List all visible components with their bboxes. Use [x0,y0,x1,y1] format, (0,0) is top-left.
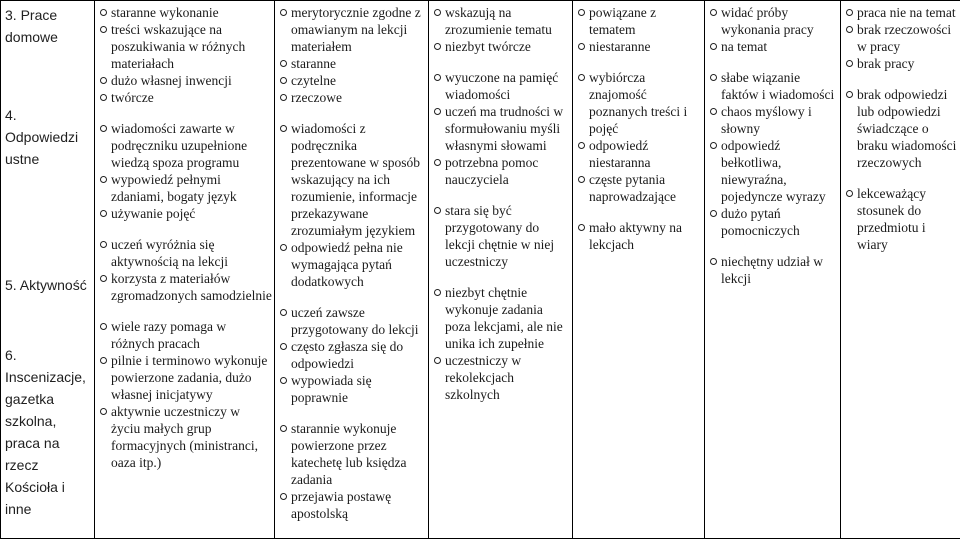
criteria-group [845,4,958,72]
criterion-text: lekceważący stosunek do przedmiotu i wiary [857,186,926,252]
criterion-text: na temat [721,39,767,54]
criterion-text: przejawia postawę apostolską [291,489,391,521]
bullet-icon [710,108,717,115]
bullet-icon [280,77,287,84]
criterion-text: uczeń zawsze przygotowany do lekcji [291,305,418,337]
criteria-group [709,253,838,287]
list-item [279,338,426,372]
list-item [709,38,838,55]
bullet-icon [100,77,107,84]
list-item [577,69,702,137]
criterion-text: staranne wykonanie [111,5,219,20]
category-label: 3. Prace domowe [5,4,92,48]
bullet-icon [100,94,107,101]
criterion-text: chaos myślowy i słowny [721,104,812,136]
bullet-icon [846,9,853,16]
list-item [279,120,426,239]
list-item [709,103,838,137]
list-item [433,352,570,403]
list-item [433,38,570,55]
criteria-group [433,4,570,55]
bullet-icon [280,377,287,384]
list-item [279,488,426,522]
criteria-column [573,1,705,539]
criterion-text: brak pracy [857,56,914,71]
criterion-text: praca nie na temat [857,5,956,20]
bullet-icon [100,275,107,282]
criterion-text: odpowiedź bełkotliwa, niewyraźna, pojedyncze wyrazy [721,138,826,204]
bullet-icon [100,357,107,364]
table-row [1,1,960,539]
criterion-text: odpowiedź niestaranna [589,138,650,170]
list-item [99,120,272,171]
bullet-icon [434,74,441,81]
criterion-text: słabe wiązanie faktów i wiadomości [721,70,834,102]
bullet-icon [434,357,441,364]
criteria-group [99,120,272,222]
bullet-icon [100,26,107,33]
criterion-text: często zgłasza się do odpowiedzi [291,339,403,371]
list-item [99,318,272,352]
criteria-group [577,4,702,55]
criterion-text: brak rzeczowości w pracy [857,22,951,54]
bullet-icon [710,9,717,16]
bullet-icon [434,9,441,16]
criterion-text: uczestniczy w rekolekcjach szkolnych [445,353,521,402]
bullet-icon [100,125,107,132]
bullet-icon [846,190,853,197]
list-item [99,352,272,403]
criterion-text: starannie wykonuje powierzone przez katechetę lub księdza zadania [291,421,406,487]
criterion-text: wskazują na zrozumienie tematu [445,5,552,37]
criteria-group [577,69,702,205]
bullet-icon [280,9,287,16]
list-item [279,55,426,72]
criteria-group [279,4,426,106]
criteria-group [99,4,272,106]
bullet-icon [846,60,853,67]
criteria-column [429,1,573,539]
criteria-group [433,202,570,270]
bullet-icon [434,43,441,50]
criterion-text: wybiórcza znajomość poznanych treści i pojęć [589,70,687,136]
criterion-text: wiadomości z podręcznika prezentowane w sposób wskazujący na ich rozumienie, informacje przekazywane zrozumiałym językiem [291,121,420,238]
criterion-text: aktywnie uczestniczy w życiu małych grup formacyjnych (ministranci, oaza itp.) [111,404,258,470]
criterion-text: niestaranne [589,39,650,54]
criterion-text: dużo pytań pomocniczych [721,206,800,238]
list-item [709,205,838,239]
list-item [279,89,426,106]
list-item [433,284,570,352]
list-item [433,103,570,154]
bullet-icon [280,94,287,101]
criteria-group [279,420,426,522]
criteria-group [577,219,702,253]
bullet-icon [100,176,107,183]
bullet-icon [434,159,441,166]
category-label: 5. Aktywność [5,274,92,296]
bullet-icon [434,108,441,115]
category-label: 6. Inscenizacje, gazetka szkolna, praca na rzecz Kościoła i inne [5,344,92,520]
list-item [845,21,958,55]
criterion-text: widać próby wykonania pracy [721,5,814,37]
bullet-icon [710,142,717,149]
criterion-text: rzeczowe [291,90,342,105]
list-item [279,4,426,55]
category-label: 4. Odpowiedzi ustne [5,104,92,170]
criterion-text: potrzebna pomoc nauczyciela [445,155,538,187]
criterion-text: czytelne [291,73,336,88]
criteria-column [95,1,275,539]
list-item [99,270,272,304]
criterion-text: korzysta z materiałów zgromadzonych samodzielnie [111,271,272,303]
list-item [279,72,426,89]
bullet-icon [578,74,585,81]
bullet-icon [434,207,441,214]
criteria-column [275,1,429,539]
list-item [709,69,838,103]
list-item [709,253,838,287]
list-item [845,185,958,253]
bullet-icon [280,343,287,350]
criterion-text: dużo własnej inwencji [111,73,232,88]
criterion-text: brak odpowiedzi lub odpowiedzi świadczące o braku wiadomości rzeczowych [857,87,956,170]
bullet-icon [710,210,717,217]
criterion-text: pilnie i terminowo wykonuje powierzone zadania, dużo własnej inicjatywy [111,353,267,402]
bullet-icon [280,309,287,316]
list-item [845,55,958,72]
bullet-icon [578,224,585,231]
list-item [99,21,272,72]
bullet-icon [578,142,585,149]
criterion-text: merytorycznie zgodne z omawianym na lekcji materiałem [291,5,421,54]
bullet-icon [710,258,717,265]
list-item [577,4,702,38]
list-item [279,420,426,488]
criterion-text: niezbyt chętnie wykonuje zadania poza lekcjami, ale nie unika ich zupełnie [445,285,563,351]
list-item [433,154,570,188]
list-item [99,89,272,106]
list-item [279,239,426,290]
criteria-column [841,1,960,539]
criterion-text: wiadomości zawarte w podręczniku uzupełnione wiedzą spoza programu [111,121,247,170]
criteria-group [279,120,426,290]
list-item [99,4,272,21]
list-item [99,171,272,205]
bullet-icon [710,74,717,81]
criterion-text: częste pytania naprowadzające [589,172,676,204]
list-item [577,171,702,205]
list-item [845,86,958,171]
bullet-icon [578,43,585,50]
list-item [577,219,702,253]
list-item [99,72,272,89]
list-item [709,137,838,205]
criterion-text: staranne [291,56,336,71]
criterion-text: odpowiedź pełna nie wymagająca pytań dodatkowych [291,240,403,289]
bullet-icon [100,9,107,16]
bullet-icon [280,125,287,132]
criteria-group [709,69,838,239]
bullet-icon [846,26,853,33]
list-item [709,4,838,38]
criterion-text: powiązane z tematem [589,5,656,37]
list-item [577,38,702,55]
list-item [99,403,272,471]
bullet-icon [280,425,287,432]
criteria-group [845,86,958,171]
criteria-group [433,69,570,188]
criterion-text: wypowiada się poprawnie [291,373,372,405]
criteria-group [709,4,838,55]
criterion-text: stara się być przygotowany do lekcji chętnie w niej uczestniczy [445,203,554,269]
criterion-text: niezbyt twórcze [445,39,531,54]
bullet-icon [578,9,585,16]
bullet-icon [100,210,107,217]
criterion-text: wyuczone na pamięć wiadomości [445,70,558,102]
bullet-icon [100,241,107,248]
criterion-text: wypowiedź pełnymi zdaniami, bogaty język [111,172,237,204]
bullet-icon [280,244,287,251]
criteria-column [705,1,841,539]
criterion-text: wiele razy pomaga w różnych pracach [111,319,226,351]
criterion-text: uczeń ma trudności w sformułowaniu myśli własnymi słowami [445,104,563,153]
list-item [99,236,272,270]
criteria-group [279,304,426,406]
criteria-group [845,185,958,253]
list-item [845,4,958,21]
criterion-text: używanie pojęć [111,206,195,221]
list-item [279,304,426,338]
category-column [1,1,95,539]
bullet-icon [280,60,287,67]
list-item [577,137,702,171]
criterion-text: niechętny udział w lekcji [721,254,823,286]
bullet-icon [100,323,107,330]
criteria-group [99,236,272,304]
list-item [99,205,272,222]
bullet-icon [710,43,717,50]
list-item [433,202,570,270]
criterion-text: treści wskazujące na poszukiwania w różnych materiałach [111,22,245,71]
list-item [279,372,426,406]
criterion-text: twórcze [111,90,154,105]
criterion-text: mało aktywny na lekcjach [589,220,682,252]
bullet-icon [434,289,441,296]
bullet-icon [280,493,287,500]
criterion-text: uczeń wyróżnia się aktywnością na lekcji [111,237,228,269]
bullet-icon [846,91,853,98]
bullet-icon [100,408,107,415]
list-item [433,4,570,38]
criteria-group [99,318,272,471]
list-item [433,69,570,103]
criteria-group [433,284,570,403]
bullet-icon [578,176,585,183]
